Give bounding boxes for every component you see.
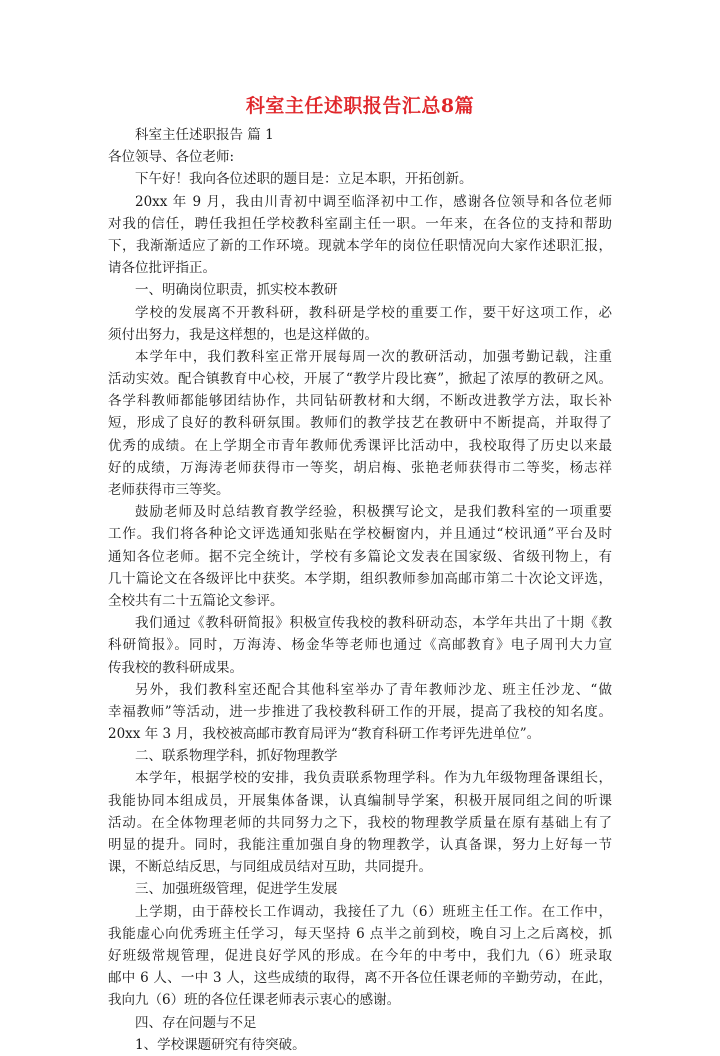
text-line: 三、加强班级管理，促进学生发展	[135, 881, 338, 898]
text-line: 本学年中，我们教科室正常开展每周一次的教研活动，加强考勤记载，注重	[135, 348, 612, 365]
text-line: 鼓励老师及时总结教育教学经验，积极撰写论文，是我们教科室的一项重要	[135, 504, 612, 521]
text-line: 好班级常规管理，促进良好学风的形成。在今年的中考中，我们九（6）班录取	[108, 947, 612, 964]
text-line: 四、存在问题与不足	[135, 1014, 257, 1031]
text-line: 下午好！我向各位述职的题目是：立足本职，开拓创新。	[135, 171, 473, 188]
text-line: 我能协同本组成员，开展集体备课，认真编制导学案，积极开展同组之间的听课	[108, 792, 612, 809]
text-line: 本学年，根据学校的安排，我负责联系物理学科。作为九年级物理备课组长，	[135, 770, 612, 787]
text-line: 另外，我们教科室还配合其他科室举办了青年教师沙龙、班主任沙龙、“做	[135, 681, 612, 698]
text-line: 下，我渐渐适应了新的工作环境。现就本学年的岗位任职情况向大家作述职汇报，	[108, 237, 612, 254]
text-line: 全校共有二十五篇论文参评。	[108, 592, 284, 609]
text-line: 老师获得市三等奖。	[108, 482, 230, 498]
text-line: 几十篇论文在各级评比中获奖。本学期，组织教师参加高邮市第二十次论文评选，	[108, 570, 612, 587]
document-body	[108, 124, 612, 1056]
text-line: 短，形成了良好的教科研氛围。教师们的教学技艺在教研中不断提高，并取得了	[108, 415, 612, 432]
document-title: 科室主任述职报告汇总8篇	[245, 95, 475, 117]
text-line: 邮中 6 人、一中 3 人，这些成绩的取得，离不开各位任课老师的辛勤劳动，在此，	[108, 970, 612, 987]
text-line: 我能虚心向优秀班主任学习，每天坚持 6 点半之前到校，晚自习上之后离校，抓	[108, 925, 612, 942]
text-line: 课，不断总结反思，与同组成员结对互助，共同提升。	[108, 859, 432, 876]
text-line: 我向九（6）班的各位任课老师表示衷心的感谢。	[108, 992, 401, 1009]
text-line: 各位领导、各位老师:	[108, 149, 235, 166]
text-line: 传我校的教科研成果。	[108, 659, 243, 676]
text-line: 活动。在全体物理老师的共同努力之下，我校的物理教学质量在原有基础上有了	[108, 814, 612, 831]
text-line: 各学科教师都能够团结协作，共同钻研教材和大纲，不断改进教学方法，取长补	[108, 393, 612, 410]
text-line: 上学期，由于薛校长工作调动，我接任了九（6）班班主任工作。在工作中，	[135, 903, 612, 920]
document-page	[108, 92, 612, 1056]
text-line: 二、联系物理学科，抓好物理教学	[135, 748, 338, 765]
text-line: 须付出努力，我是这样想的，也是这样做的。	[108, 326, 378, 343]
text-line: 请各位批评指正。	[108, 260, 216, 277]
text-line: 1、学校课题研究有待突破。	[135, 1036, 306, 1053]
text-line: 我们通过《教科研简报》积极宣传我校的教科研动态，本学年共出了十期《教	[135, 615, 612, 632]
text-line: 20xx 年 3 月，我校被高邮市教育局评为“教育科研工作考评先进单位”。	[108, 726, 541, 743]
text-line: 对我的信任，聘任我担任学校教科室副主任一职。一年来，在各位的支持和帮助	[108, 215, 612, 232]
text-line: 通知各位老师。据不完全统计，学校有多篇论文发表在国家级、省级刊物上，有	[108, 548, 612, 565]
text-line: 好的成绩，万海涛老师获得市一等奖，胡启梅、张艳老师获得市二等奖，杨志祥	[108, 459, 612, 476]
text-line: 学校的发展离不开教科研，教科研是学校的重要工作，要干好这项工作，必	[135, 304, 612, 321]
text-line: 科研简报》。同时，万海涛、杨金华等老师也通过《高邮教育》电子周刊大力宣	[108, 637, 612, 654]
text-line: 优秀的成绩。在上学期全市青年教师优秀课评比活动中，我校取得了历史以来最	[108, 437, 612, 454]
text-line: 20xx 年 9 月，我由川青初中调至临泽初中工作，感谢各位领导和各位老师	[135, 193, 612, 210]
text-line: 明显的提升。同时，我能注重加强自身的物理教学，认真备课，努力上好每一节	[108, 837, 612, 853]
text-line: 工作。我们将各种论文评选通知张贴在学校橱窗内，并且通过“校讯通”平台及时	[108, 526, 612, 543]
text-line: 科室主任述职报告 篇 1	[135, 127, 274, 143]
text-line: 活动实效。配合镇教育中心校，开展了“教学片段比赛”，掀起了浓厚的教研之风。	[108, 371, 612, 388]
text-line: 幸福教师”等活动，进一步推进了我校教科研工作的开展，提高了我校的知名度。	[108, 703, 612, 720]
text-line: 一、明确岗位职责，抓实校本教研	[135, 282, 338, 299]
